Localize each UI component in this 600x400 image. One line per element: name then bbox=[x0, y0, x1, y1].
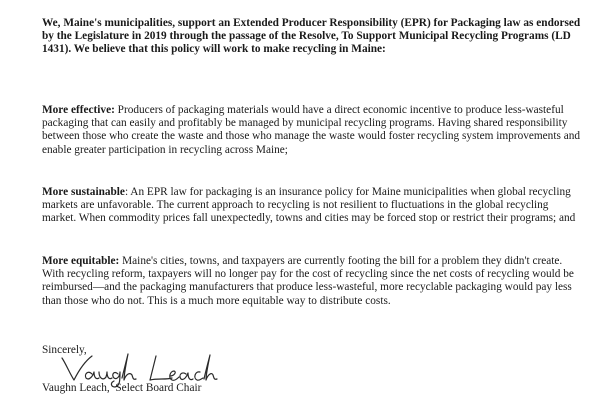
letter-intro: We, Maine's municipalities, support an Extended Producer Responsibility (EPR) for Packaging law as endorsed by the Legislature in 2019 through the passage of the Resolve, To Support Municipal Recycling Programs (LD 1431). We believe that this policy will work to make recycling in Maine: bbox=[42, 17, 581, 56]
point-text: : An EPR law for packaging is an insurance policy for Maine municipalities when global recycling markets are unfavorable. The current approach to recycling is not resilient to fluctuations in the global recycling market. When commodity prices fall unexpectedly, towns and cities may be forced stop or restrict their programs; and bbox=[42, 186, 576, 225]
closing-sincerely: Sincerely, bbox=[42, 344, 87, 356]
point-lead: More effective: bbox=[42, 104, 115, 116]
point-text: Maine's cities, towns, and taxpayers are currently footing the bill for a problem they didn't create. With recycling reform, taxpayers will no longer pay for the cost of recycling since the net costs of recycling would be reimbursed—and the packaging manufacturers that produce less-wasteful, more recyclable packaging would pay less than those who do not. This is a much more equitable way to distribute costs. bbox=[42, 255, 574, 307]
point-lead: More sustainable bbox=[42, 186, 125, 198]
point-more-sustainable bbox=[42, 186, 582, 226]
point-text: Producers of packaging materials would have a direct economic incentive to produce less-wasteful packaging that can easily and profitably be managed by municipal recycling programs. Having shared responsibility between those who create the waste and those who manage the waste would foster recycling system improvements and enable greater participation in recycling across Maine; bbox=[42, 104, 581, 156]
point-more-effective bbox=[42, 104, 582, 157]
signer-name-title: Vaughn Leach, Select Board Chair bbox=[42, 382, 202, 394]
point-lead: More equitable: bbox=[42, 255, 120, 267]
point-more-equitable bbox=[42, 255, 582, 308]
